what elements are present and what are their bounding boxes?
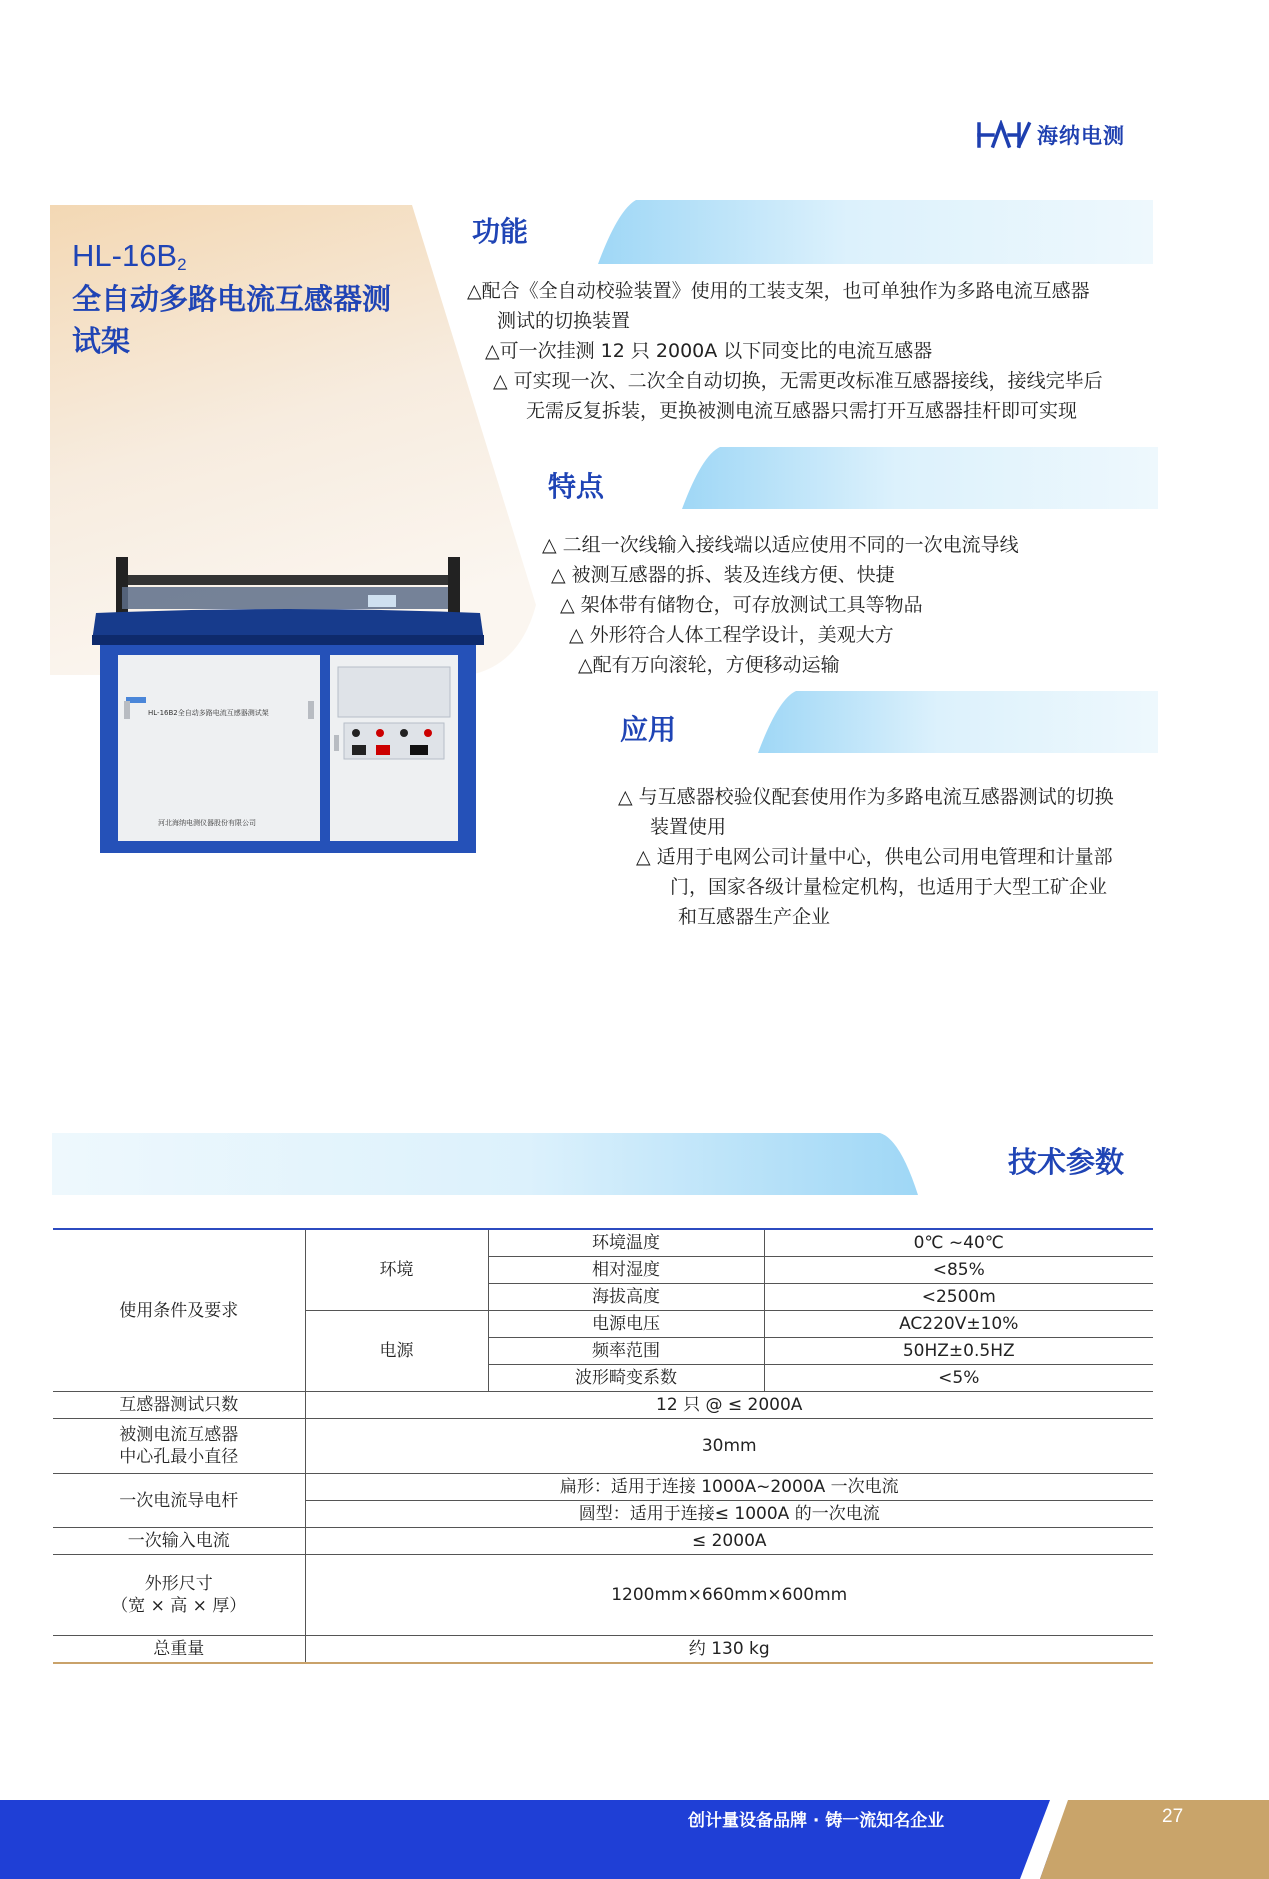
company-logo xyxy=(975,120,1125,150)
spec-name: 海拔高度 xyxy=(488,1284,764,1311)
spec-name-line: 中心孔最小直径 xyxy=(119,1447,239,1467)
spec-value: 0℃ ~40℃ xyxy=(764,1229,1153,1257)
application-header-bar xyxy=(758,691,1158,753)
power-label: 电源 xyxy=(305,1311,488,1392)
spec-name: 波形畸变系数 xyxy=(488,1365,764,1392)
usage-conditions-cell: 使用条件及要求 xyxy=(53,1229,305,1392)
list-item: △ 适用于电网公司计量中心，供电公司用电管理和计量部 xyxy=(636,846,1113,868)
footer-band xyxy=(0,1800,1269,1879)
env-label: 环境 xyxy=(305,1229,488,1311)
product-title: 全自动多路电流互感器测试架 xyxy=(72,282,392,358)
spec-value: 约 130 kg xyxy=(305,1636,1153,1664)
list-item-continued: 装置使用 xyxy=(650,816,727,838)
logo-text: 海纳电测 xyxy=(1037,124,1125,148)
spec-value: AC220V±10% xyxy=(764,1311,1153,1338)
table-row xyxy=(53,1474,1153,1501)
spec-name xyxy=(53,1419,305,1474)
list-item-continued: 无需反复拆装，更换被测电流互感器只需打开互感器挂杆即可实现 xyxy=(526,400,1078,422)
spec-name: 相对湿度 xyxy=(488,1257,764,1284)
spec-name: 频率范围 xyxy=(488,1338,764,1365)
table-row xyxy=(53,1419,1153,1474)
machine-panel-label: HL-16B2全自动多路电流互感器测试架 xyxy=(148,709,269,717)
spec-value: 1200mm×660mm×600mm xyxy=(305,1555,1153,1636)
list-item: △ 与互感器校验仪配套使用作为多路电流互感器测试的切换 xyxy=(618,786,1114,808)
specs-header-bar xyxy=(52,1133,918,1195)
spec-value: ≤ 2000A xyxy=(305,1528,1153,1555)
spec-value: <2500m xyxy=(764,1284,1153,1311)
function-header-bar xyxy=(598,200,1153,264)
application-title: 应用 xyxy=(620,713,677,746)
list-item: △ 可实现一次、二次全自动切换，无需更改标准互感器接线，接线完毕后 xyxy=(493,370,1103,392)
table-row xyxy=(53,1392,1153,1419)
product-model: $HL-16B_2$ xyxy=(72,238,187,274)
spec-value: 扁形：适用于连接 1000A~2000A 一次电流 xyxy=(305,1474,1153,1501)
table-row xyxy=(53,1229,1153,1257)
product-photo-test-rack xyxy=(88,555,488,855)
spec-name: 电源电压 xyxy=(488,1311,764,1338)
function-list xyxy=(467,276,1103,426)
function-title: 功能 xyxy=(472,215,529,248)
spec-name: 一次电流导电杆 xyxy=(53,1474,305,1528)
list-item-continued: 门，国家各级计量检定机构，也适用于大型工矿企业 xyxy=(670,876,1108,898)
list-item: △可一次挂测 12 只 2000A 以下同变比的电流互感器 xyxy=(485,340,933,362)
spec-value: 12 只 @ ≤ 2000A xyxy=(305,1392,1153,1419)
spec-value: 50HZ±0.5HZ xyxy=(764,1338,1153,1365)
features-header-bar xyxy=(682,447,1158,509)
list-item: △配合《全自动校验装置》使用的工装支架，也可单独作为多路电流互感器 xyxy=(467,280,1090,302)
table-row xyxy=(53,1555,1153,1636)
spec-name xyxy=(53,1555,305,1636)
list-item-continued: 测试的切换装置 xyxy=(497,310,631,332)
list-item-continued: 和互感器生产企业 xyxy=(678,906,831,928)
machine-maker-label: 河北海纳电测仪器股份有限公司 xyxy=(158,819,256,827)
spec-value: <5% xyxy=(764,1365,1153,1392)
features-title: 特点 xyxy=(548,470,605,503)
spec-name: 互感器测试只数 xyxy=(53,1392,305,1419)
table-row xyxy=(53,1636,1153,1664)
hna-logo-icon xyxy=(975,120,1033,150)
table-row xyxy=(53,1528,1153,1555)
list-item: △配有万向滚轮，方便移动运输 xyxy=(578,654,840,676)
list-item: △ 被测互感器的拆、装及连线方便、快捷 xyxy=(551,564,895,586)
application-list xyxy=(618,782,1114,932)
list-item: △ 架体带有储物仓，可存放测试工具等物品 xyxy=(560,594,923,616)
spec-name-line: （宽 × 高 × 厚） xyxy=(111,1596,247,1616)
features-list xyxy=(542,530,1019,680)
list-item: △ 二组一次线输入接线端以适应使用不同的一次电流导线 xyxy=(542,534,1019,556)
specs-title: 技术参数 xyxy=(1008,1145,1125,1179)
spec-value: 30mm xyxy=(305,1419,1153,1474)
spec-name: 环境温度 xyxy=(488,1229,764,1257)
footer-slogan: 创计量设备品牌 · 铸一流知名企业 xyxy=(688,1811,945,1831)
specs-table xyxy=(53,1228,1153,1664)
spec-value: 圆型：适用于连接≤ 1000A 的一次电流 xyxy=(305,1501,1153,1528)
spec-value: <85% xyxy=(764,1257,1153,1284)
spec-name-line: 外形尺寸 xyxy=(144,1574,213,1594)
spec-name: 总重量 xyxy=(153,1639,205,1659)
spec-name-line: 被测电流互感器 xyxy=(119,1425,239,1445)
spec-name: 一次输入电流 xyxy=(53,1528,305,1555)
page-number: 27 xyxy=(1162,1806,1184,1827)
list-item: △ 外形符合人体工程学设计，美观大方 xyxy=(569,624,894,646)
